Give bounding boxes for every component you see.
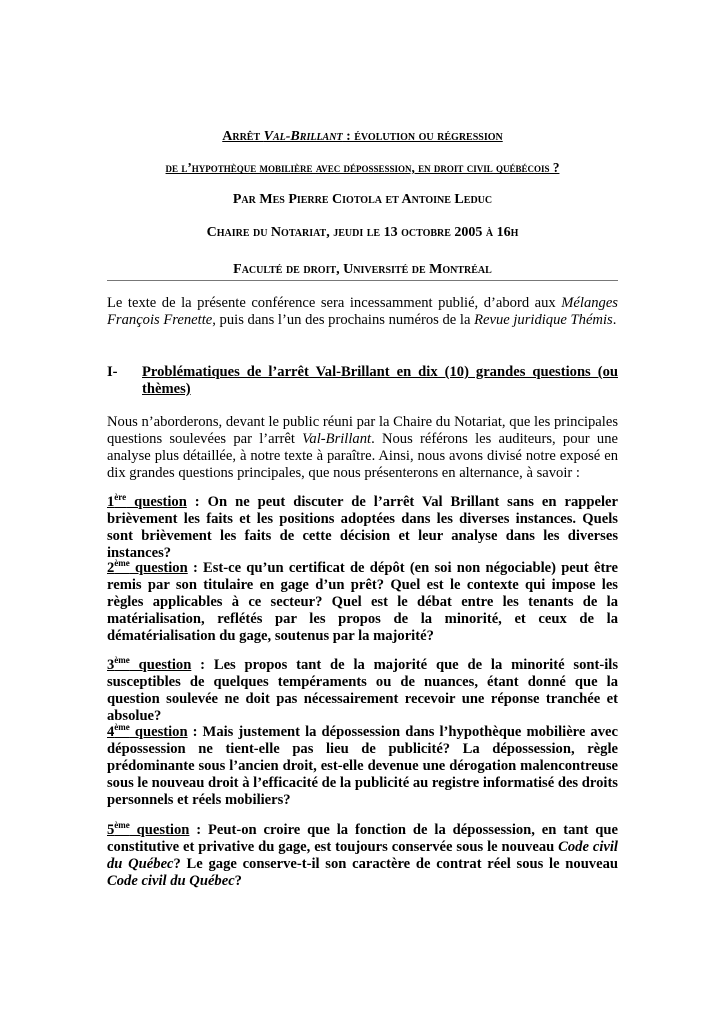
question-4: 4ème question : Mais justement la dépossession dans l’hypothèque mobilière avec dépossession ne tient-elle pas lieu de publicité? La dépossession, règle prédominante sous l’ancien droit, est-elle devenue une dérogation malencontreuse sous le nouveau droit à l’efficacité de la publicité au registre informatisé des droits personnels et réels mobiliers? [107, 722, 618, 808]
header-rule [107, 280, 618, 281]
title-line-2: de l’hypothèque mobilière avec dépossession, en droit civil québécois ? [165, 160, 560, 175]
section-title: Problématiques de l’arrêt Val-Brillant en dix (10) grandes questions (ou thèmes) [142, 364, 618, 397]
question-1: 1ère question : On ne peut discuter de l’arrêt Val Brillant sans en rappeler brièvement les faits et les positions adoptées dans les diverses instances. Quels sont brièvement les faits de cette décision et leur analyse dans les diverses instances? [107, 492, 618, 561]
section-number: I- [107, 364, 118, 380]
place: Faculté de droit, Université de Montréal [233, 262, 492, 277]
title-line-1: Arrêt Val-Brillant : évolution ou régression [222, 129, 503, 144]
section-heading [107, 364, 618, 398]
question-2: 2ème question : Est-ce qu’un certificat de dépôt (en soi non négociable) peut être remis par son titulaire en gage d’un prêt? Quel est le contexte qui impose les règles applicables à ce secteur? Quel est le débat entre les tenants de la matérialisation, reflétés par les propos de la minorité, et ceux de la dématérialisation du gage, soutenus par la majorité? [107, 558, 619, 644]
question-5: 5ème question : Peut-on croire que la fonction de la dépossession, en tant que constitutive et privative du gage, est toujours conservée sous le nouveau Code civil du Québec? Le gage conserve-t-il son caractère de contrat réel sous le nouveau Code civil du Québec? [107, 820, 619, 889]
authors: Par Mes Pierre Ciotola et Antoine Leduc [232, 192, 493, 207]
body-paragraph: Nous n’aborderons, devant le public réuni par la Chaire du Notariat, que les principales questions soulevées par l’arrêt Val-Brillant. Nous référons les auditeurs, pour une analyse plus détaillée, à notre texte à paraître. Ainsi, nous avons divisé notre exposé en dix grandes questions principales, que nous présenterons en alternance, à savoir : [107, 414, 618, 481]
question-3: 3ème question : Les propos tant de la majorité que de la minorité sont-ils susceptibles de quelques tempéraments ou de nuances, étant donné que la question soulevée ne doit pas nécessairement recevoir une réponse tranchée et absolue? [107, 655, 618, 724]
event-info: Chaire du Notariat, jeudi le 13 octobre 2005 à 16h [206, 225, 519, 240]
intro-paragraph: Le texte de la présente conférence sera incessamment publié, d’abord aux Mélanges François Frenette, puis dans l’un des prochains numéros de la Revue juridique Thémis. [107, 295, 618, 328]
